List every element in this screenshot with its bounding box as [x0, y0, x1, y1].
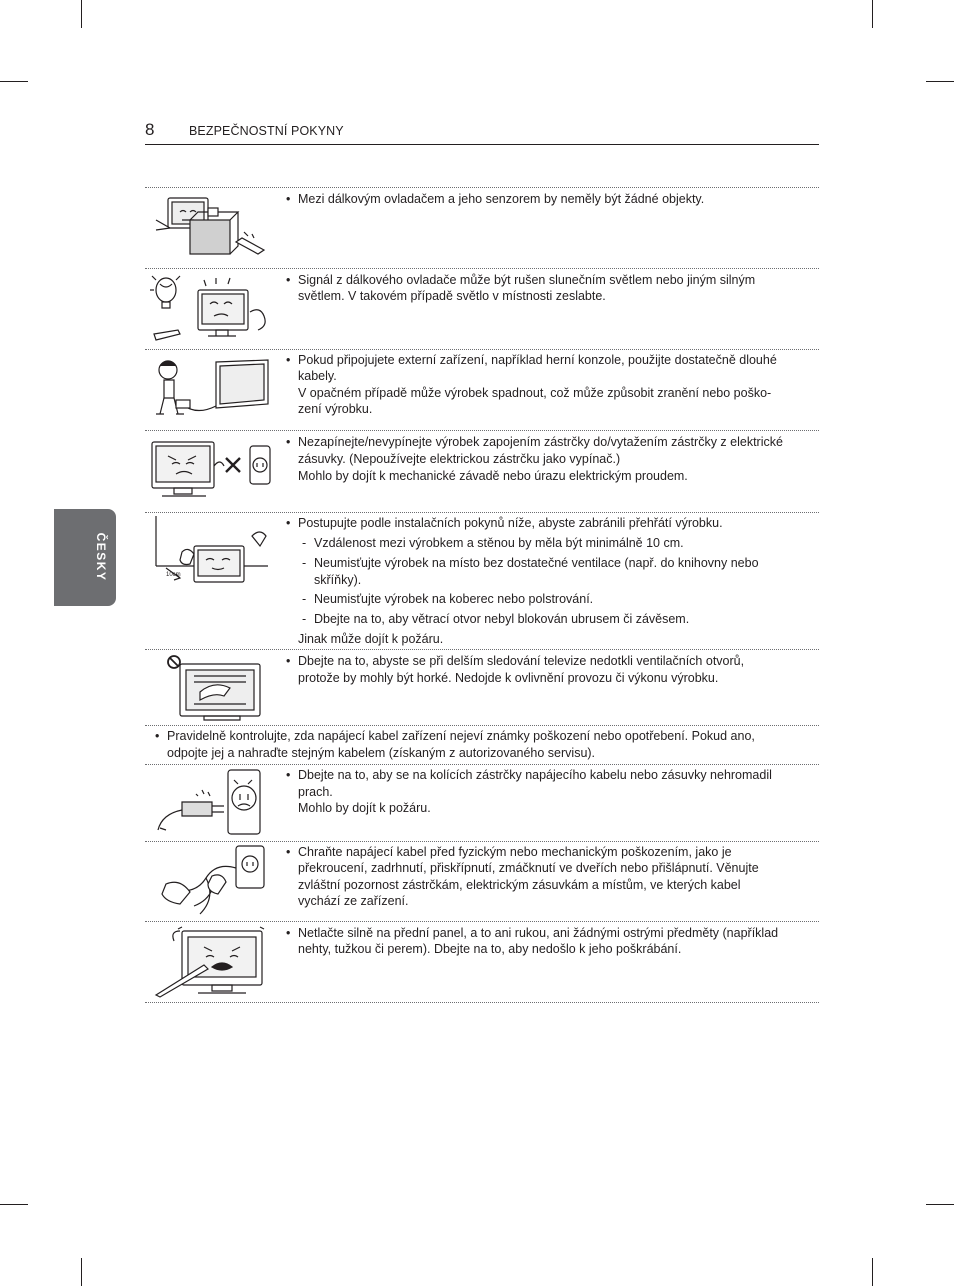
bullet: •: [155, 729, 160, 743]
item-text-line: překroucení, zadrhnutí, přiskřípnutí, zmáčknutí ve dveřích nebo přišlápnutí. Věnujte: [298, 861, 759, 875]
page-header: [145, 120, 819, 145]
plug-switch-illustration: [150, 436, 274, 502]
item-text-line: zení výrobku.: [298, 402, 373, 416]
item-text-line: nehty, tužkou či perem). Dbejte na to, aby nedošlo k jeho poškrábání.: [298, 942, 682, 956]
page-number: 8: [145, 120, 155, 139]
item-text-line: Netlačte silně na přední panel, a to ani rukou, ani žádnými ostrými předměty (například: [298, 926, 779, 940]
item-text-line: Chraňte napájecí kabel před fyzickým nebo mechanickým poškozením, jako je: [298, 845, 732, 859]
bullet: •: [286, 192, 291, 206]
sub-item-text-line: skříňky).: [314, 573, 362, 587]
row-divider: [145, 349, 819, 350]
bullet: •: [286, 845, 291, 859]
item-text-line: Dbejte na to, abyste se při delším sledování televize nedotkli ventilačních otvorů,: [298, 654, 745, 668]
sub-item-text-line: Dbejte na to, aby větrací otvor nebyl blokován ubrusem či závěsem.: [314, 612, 690, 626]
row-divider: [145, 1002, 819, 1003]
hot-vents-illustration: [164, 652, 266, 722]
dusty-plug-illustration: [152, 768, 266, 838]
crop-mark: [0, 1204, 28, 1205]
sunlight-interference-illustration: [150, 272, 272, 346]
bullet: •: [286, 926, 291, 940]
crop-mark: [81, 0, 82, 28]
language-tab-label: ČESKY: [94, 532, 108, 582]
item-text-line: Mezi dálkovým ovladačem a jeho senzorem by neměly být žádné objekty.: [298, 192, 705, 206]
cable-length-illustration: [150, 354, 272, 426]
bullet: •: [286, 435, 291, 449]
crop-mark: [926, 81, 954, 82]
bullet: •: [286, 353, 291, 367]
panel-pressure-illustration: [152, 925, 268, 999]
row-divider: [145, 921, 819, 922]
item-text-line: Pokud připojujete externí zařízení, například herní konzole, použijte dostatečně dlouhé: [298, 353, 777, 367]
crop-mark: [872, 0, 873, 28]
dash: -: [302, 612, 307, 626]
section-title: BEZPEČNOSTNÍ POKYNY: [189, 124, 344, 138]
dash: -: [302, 592, 307, 606]
item-text-line: kabely.: [298, 369, 337, 383]
bullet: •: [286, 654, 291, 668]
dash: -: [302, 556, 307, 570]
item-text-line: Pravidelně kontrolujte, zda napájecí kabel zařízení nejeví známky poškození nebo opotřebení. Pokud ano,: [167, 729, 755, 743]
row-divider: [145, 649, 819, 650]
crop-mark: [0, 81, 28, 82]
item-text-line: Dbejte na to, aby se na kolících zástrčky napájecího kabelu nebo zásuvky nehromadil: [298, 768, 772, 782]
clearance-label: 10cm: [166, 572, 181, 578]
item-text-line: V opačném případě může výrobek spadnout, což může způsobit zranění nebo poško-: [298, 386, 772, 400]
item-text-line: Signál z dálkového ovladače může být rušen slunečním světlem nebo jiným silným: [298, 273, 756, 287]
item-text-line: vychází ze zařízení.: [298, 894, 409, 908]
sub-item-text-line: Neumisťujte výrobek na místo bez dostatečné ventilace (např. do knihovny nebo: [314, 556, 759, 570]
dash: -: [302, 536, 307, 550]
item-text-line: odpojte jej a nahraďte stejným kabelem (získaným z autorizovaného servisu).: [167, 746, 596, 760]
item-text-line: světlem. V takovém případě světlo v místnosti zeslabte.: [298, 289, 606, 303]
bullet: •: [286, 516, 291, 530]
row-divider: [145, 512, 819, 513]
item-text-line: zásuvky. (Nepoužívejte elektrickou zástrčku jako vypínač.): [298, 452, 621, 466]
item-text-line: zvláštní pozornost zástrčkám, elektrickým zásuvkám a místům, ve kterých kabel: [298, 878, 741, 892]
item-text-line: protože by mohly být horké. Nedojde k ovlivnění provozu či výkonu výrobku.: [298, 671, 719, 685]
row-divider: [145, 764, 819, 765]
item-text-line: Mohlo by dojít k požáru.: [298, 801, 431, 815]
crop-mark: [926, 1204, 954, 1205]
bullet: •: [286, 273, 291, 287]
row-divider: [145, 268, 819, 269]
damaged-cord-illustration: [156, 844, 268, 918]
sub-item-text-line: Vzdálenost mezi výrobkem a stěnou by měla být minimálně 10 cm.: [314, 536, 684, 550]
bullet: •: [286, 768, 291, 782]
row-divider: [145, 187, 819, 188]
item-text-line: Mohlo by dojít k mechanické závadě nebo úrazu elektrickým proudem.: [298, 469, 688, 483]
crop-mark: [872, 1258, 873, 1286]
item-text-line: prach.: [298, 785, 333, 799]
item-text-line: Nezapínejte/nevypínejte výrobek zapojením zástrčky do/vytažením zástrčky z elektrické: [298, 435, 783, 449]
remote-obstruction-illustration: [152, 192, 270, 262]
row-divider: [145, 725, 819, 726]
row-divider: [145, 430, 819, 431]
row-divider: [145, 841, 819, 842]
sub-item-text-line: Neumisťujte výrobek na koberec nebo polstrování.: [314, 592, 594, 606]
item-closing-text: Jinak může dojít k požáru.: [298, 632, 444, 646]
item-text-line: Postupujte podle instalačních pokynů níže, abyste zabránili přehřátí výrobku.: [298, 516, 723, 530]
crop-mark: [81, 1258, 82, 1286]
